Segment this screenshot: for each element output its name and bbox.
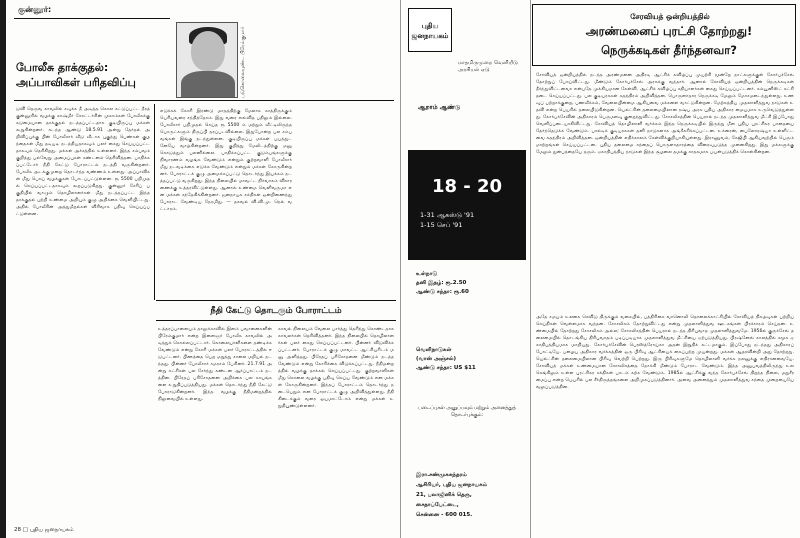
section-label: குன்னூர்: [18, 5, 52, 14]
subheadline-rule-bottom [156, 320, 396, 321]
submission-note: படைப்புகள் அனுப்பவும் மற்றும் அனைத்துத் தொடர்புக்கும்: [418, 406, 516, 418]
address-line-1: இரா.சண்முகசுந்தரம் [416, 472, 467, 478]
issue-dates [420, 210, 474, 230]
domestic-label: உள்நாடு [416, 271, 438, 277]
contact-address [416, 470, 526, 520]
foreign-pricing [416, 346, 526, 373]
foreign-label: வெளிநாடுகள் [416, 347, 452, 353]
issue-number: 18 - 20 [431, 176, 503, 197]
address-line-3: 21, பலாஜினிக் தெரு, [416, 492, 472, 498]
editorial-headline-line-1: அரண்மனைப் புரட்சி தோற்றது! [585, 24, 753, 38]
foreign-mode: (வான் அஞ்சல்) [416, 356, 457, 362]
article-kicker: சேரவியத் ஒன்றியத்தில் [630, 12, 710, 21]
editorial-column-2: அதே சமயம் உலகை செவிடு திருக்கும் வகையில், பத்திரிகை வானொலி தொலைக்காட்சியில் சோவியத் நிகழ்வுகள் பற்றிய செய்திகள் வெள்ளமாக வந்தன. சோசலிசம் தோற்றுவிட்டது என்று முதலாளித்துவ ஊடகங்கள் பிரச்சாரம் செய்தன. உண்மையில் தோற்றது சோசலிசம் அல்ல; சோசலிசத்தின் பெயரால் நடந்த திரிபுவாத முதலாளித்துவமே. 1956ல் குருச்சேவ் தலைமையில் தொடங்கிய திரிபுவாதம் படிப்படியாக முதலாளித்துவ மீட்சியை ஏற்படுத்தியது. பிரஷ்னேவ் காலத்தில் சமூக ஏகாதிபத்தியமாக மாறியது. கோர்பச்சேவின் பெரஸ்த்ரோய்கா அதன் இறுதிக் கட்டமாகும். இப்போது நடந்தது அதிகாரப் போட்டியே. பழைய அதிகார வர்க்கத்தின் ஒரு பிரிவு ஆட்சியைக் கைப்பற்ற முயன்றது. மக்கள் ஆதரவின்றி அது தோற்றது. யெல்ட்சின் தலைமையிலான பிரிவு வெற்றி பெற்றது. இரு பிரிவுகளுமே தொழிலாளி வர்க்க நலனுக்கு எதிரானவையே. சோவியத் மக்கள் உண்மையான சோசலிசத்தை நோக்கி மீண்டும் போராட வேண்டும். இந்த அனுபவத்திலிருந்து உலகெங்கிலும் உள்ள புரட்சிகர சக்திகள் பாடம் கற்க வேண்டும். 1985ல் ஆட்சிக்கு வந்த கோர்பச்சேவ் திறந்த நிலை, மறுசீரமைப்பு என்ற பெயரில் பல சீர்திருத்தங்களை அறிமுகப்படுத்தினார். அவை அனைத்தும் முதலாளித்துவ சந்தை முறையையே வலுப்படுத்தின. [536, 315, 794, 390]
photo-caption: படுகொலையுண்ட பிரேம்குமார் [240, 26, 246, 98]
article-headline: போலீசு தாக்குதல்: அப்பாவிகள் பரிதவிப்பு [16, 61, 136, 89]
editorial-headline-line-2: நெருக்கடிகள் தீர்ந்தனவா? [601, 43, 737, 57]
magazine-logo: புதிய ஜனநாயகம் [408, 8, 452, 52]
publication-frequency: மாதமிருமுறை வெளியீடு [458, 60, 518, 66]
foreign-price: ஆண்டு சந்தா: US $11 [416, 365, 476, 371]
page-gutter [400, 0, 401, 538]
page-footer: 28 □ புதிய ஜனநாயகம் [14, 527, 74, 533]
portrait-face [191, 31, 225, 71]
masthead-divider [530, 0, 531, 538]
domestic-pricing [416, 270, 526, 297]
editorial-headline [544, 22, 794, 60]
publication-year: ஆறாம் ஆண்டு [418, 104, 461, 111]
issue-date-1: 1-31 ஆகஸ்டு '91 [420, 211, 475, 219]
address-line-5: சென்னை - 600 015. [416, 512, 473, 518]
section-rule [14, 18, 170, 19]
sub-article-column-2: காவல் நிலையம் வேலை பார்த்து தெரிந்து கொண்டதாக காவலர்கள் தெரிவித்தனர். இந்த நிலையில் தொழிலாளர்கள் பலர் கைது செய்யப்பட்டனர். பின்னர் விடுவிக்கப்பட்டனர். போராட்டக் குழு மாவட்ட ஆட்சியரிடம் மனு அளித்தது. பிரேதப் பரிசோதனை மீண்டும் நடத்த வேண்டும் என்று கோரிக்கை விடுக்கப்பட்டது. நீதிமன்றத்தில் வழக்கு தாக்கல் செய்யப்பட்டது. குற்றவாளிகள் மீது கொலை வழக்கு பதிவு செய்ய வேண்டும் என மக்கள் கோருகின்றனர். இந்தப் போராட்டம் தொடர்ந்து நடைபெறும் என போராட்டக் குழு அறிவித்துள்ளது. நீதி கிடைக்கும் வரை ஓயமாட்டோம் என்று மக்கள் உறுதிபூண்டுள்ளனர். [278, 327, 394, 409]
address-line-4: சைதாப்பேட்டை, [416, 502, 459, 508]
publication-subject: அரசியல் ஏடு [458, 67, 490, 73]
issue-box [408, 150, 526, 260]
single-issue-price: தனி இதழ்: ரூ.2.50 [416, 280, 467, 286]
issue-date-2: 1-15 செப் '91 [420, 221, 463, 229]
address-line-2: ஆசிரியர், புதிய ஜனநாயகம் [416, 482, 488, 488]
article-column-2: எடுக்கக் கோரி இரண்டு மாதத்திற்கு மேலாக காத்திருக்கும் பெரியவரை சந்தித்தோம். இது வரை எவ்வித பதிலும் இல்லை. போலீசார் பறிமுதல் செய்த ரூ 5500 ம் மற்றும் வீட்டிலிருந்த பொருட்களும் திருப்பி தரப்படவில்லை. இதுபோன்ற பல சம்பவங்கள் இங்கு நடந்துள்ளன. குடியிருப்பு மக்கள் பயத்துடனேயே வாழ்கின்றனர். இது குறித்து மேலிடத்திற்கு மனு கொடுத்தும் பலனில்லை. பாதிக்கப்பட்ட குடும்பங்களுக்கு நிவாரணம் வழங்க வேண்டும் என்றும் குற்றவாளி போலீசார் மீது நடவடிக்கை எடுக்க வேண்டும் என்றும் மக்கள் கோருகின்றனர். போராட்டக் குழு அமைக்கப்பட்டு தொடர்ந்து இயக்கம் நடத்தப்பட்டு வருகிறது. இந்த நிலையில் மாவட்ட நிர்வாகம் விசாரணைக்கு உத்தரவிட்டுள்ளது. ஆனால் உண்மை வெளிவருமா என மக்கள் சந்தேகிக்கின்றனர். ஜனநாயக சக்திகள் ஒன்றிணைந்து போராட வேண்டிய நேரமிது. — தகவல் வி.வி.மு. நெல் வட்டாரம். [160, 109, 292, 212]
column-rule [154, 104, 155, 300]
headline-divider [14, 100, 394, 101]
masthead-info [458, 60, 528, 74]
editorial-column-1: சோவியத் ஒன்றியத்தில் நடந்த அரண்மனை அதிரடி ஆட்சிக் கவிழ்ப்பு முயற்சி மூன்றே நாட்களுக்குள் கோர்பச்சேவ் தோற்றுப் போய்விட்டது. மீண்டும் கோர்பச்சேவ் அரசுக்கு வந்தார். ஆனால் சோவியத் ஒன்றியத்தின் நெருக்கடிகள் தீர்ந்துவிட்டனவா என்பதே முக்கியமான கேள்வி. ஆட்சிக் கவிழ்ப்பு சதியாளர்கள் கைது செய்யப்பட்டனர். கம்யூனிஸ்ட் கட்சி தடை செய்யப்பட்டது. பல குடியரசுகள் சுதந்திரம் அறிவித்தன. பொருளாதார நெருக்கடி மேலும் மோசமடைந்துள்ளது. உணவுப் பற்றாக்குறை, பணவீக்கம், வேலையின்மை ஆகியவை மக்களை வாட்டுகின்றன. மேற்கத்திய முதலாளித்துவ நாடுகள் உதவி என்ற பெயரில் தலையிடுகின்றன. யெல்ட்சின் தலைமையிலான ரஷ்ய அரசு புதிய அதிகார மையமாக உருவெடுத்துள்ளது. கோர்பச்சேவின் அதிகாரம் பெருமளவு குறைந்துவிட்டது. சோசலிசத்தின் பெயரால் நடந்த முதலாளித்துவ மீட்சி இப்போது வெளிப்படையாகிவிட்டது. சோவியத் தொழிலாளி வர்க்கம் இந்த நெருக்கடியில் இருந்து மீள புதிய புரட்சிகர பாதையை தேர்ந்தெடுக்க வேண்டும். பால்டிக் குடியரசுகள் தனி நாடுகளாக அங்கீகரிக்கப்பட்டன. உக்ரைன், பைலோரஷ்யா உள்ளிட்டவை சுதந்திரம் அறிவித்தன. ஒன்றியத்தின் எதிர்காலம் கேள்விக்குறியாகியுள்ளது. இராணுவம், கேஜிபி ஆகியவற்றில் பெரும் மாற்றங்கள் செய்யப்பட்டன. புதிய தலைமை சந்தைப் பொருளாதாரத்தை விரைவுபடுத்த முனைகிறது. இது மக்களுக்கு மேலும் துன்பத்தையே தரும். ஏகாதிபத்திய நாடுகள் இந்த சூழலை தமக்கு சாதகமாக பயன்படுத்திக் கொள்கின்றன. [536, 73, 794, 155]
portrait-photo [176, 22, 238, 98]
article-column-1: டுவி தெருவ காவலில் சவுக்க தீ அடித்த கொல கட்டுப்பட்ட தீரத் குன்னூரில் வழக்கு காஷ்மீர் கோட்டர்சின் முகாம்கள் போலீசுக்கு கடுமையான தாக்குதல் நடத்தப்பட்டதாக குடியிருப்பு மக்கள் கூறுகின்றனர். கடந்த ஆண்டு 18.5.91 அன்று தேர்தல் அறிவிப்புக்கு பின் போலீசார் வீடு வீடாக புகுந்து பெண்கள் குழந்தைகள் மீது தடியடி நடத்தியதாகவும் பலர் கைது செய்யப்பட்டதாகவும் தெரிகிறது. மக்கள் அச்சத்தில் உள்ளனர். இந்த சம்பவம் குறித்து பல்வேறு அமைப்புகள் கண்டனம் தெரிவித்தன. பாதிக்கப்பட்டோர் நீதி கேட்டு போராட்டம் நடத்தி வருகின்றனர். போலீசு அடக்குமுறை தொடர்ந்த வண்ணம் உள்ளது. அப்பாவிகள் மீது பொய் வழக்குகள் போடப்பட்டுள்ளன. ரூ 5500 பறிமுதல் செய்யப்பட்டதாகவும் கூறப்படுகிறது. குன்னூர் சேரிப் பகுதியில் வாழும் தொழிலாளர்கள் மீது நடத்தப்பட்ட இந்த தாக்குதல் பற்றி உண்மை அறியும் குழு அறிக்கை வெளியிட்டது. அதில் போலீசின் அத்துமீறல்கள் விரிவாக பதிவு செய்யப்பட்டுள்ளன. [16, 107, 150, 217]
sub-article-column-1: உத்தரப்பாளையம் தாலுக்காவில் இளம் பவானைகளின் பிரேம்குமார் என்ற இளைஞர் போலீசு காவலில் அடித்துக் கொல்லப்பட்டார். கொலையாளிகளை தண்டிக்க வேண்டும் என்று கோரி மக்கள் பலர் போராட்டத்தில் ஈடுபட்டனர். பிணத்தை பெற மறுத்து சாலை மறியல் நடந்தது. பின்னர் போலீசார் சமரசம் பேசினர். 21.7.91 அன்று கட்சிகள் பல சேர்ந்து கண்டன ஆர்ப்பாட்டம் நடத்தின. பிரேதப் பரிசோதனை அறிக்கை பல காயங்களை உறுதிப்படுத்தியது. மக்கள் தொடர்ந்து நீதி கேட்டு போராடுகின்றனர். இந்த வழக்கு நீதிமன்றத்தில் நிலுவையில் உள்ளது. [158, 327, 272, 402]
subheadline-rule-top [156, 300, 396, 301]
annual-price: ஆண்டு சந்தா: ரூ.60 [416, 289, 469, 295]
portrait-body [181, 71, 235, 98]
sub-article-headline: நீதி கேட்டு தொடரும் போராட்டம் [210, 306, 342, 316]
